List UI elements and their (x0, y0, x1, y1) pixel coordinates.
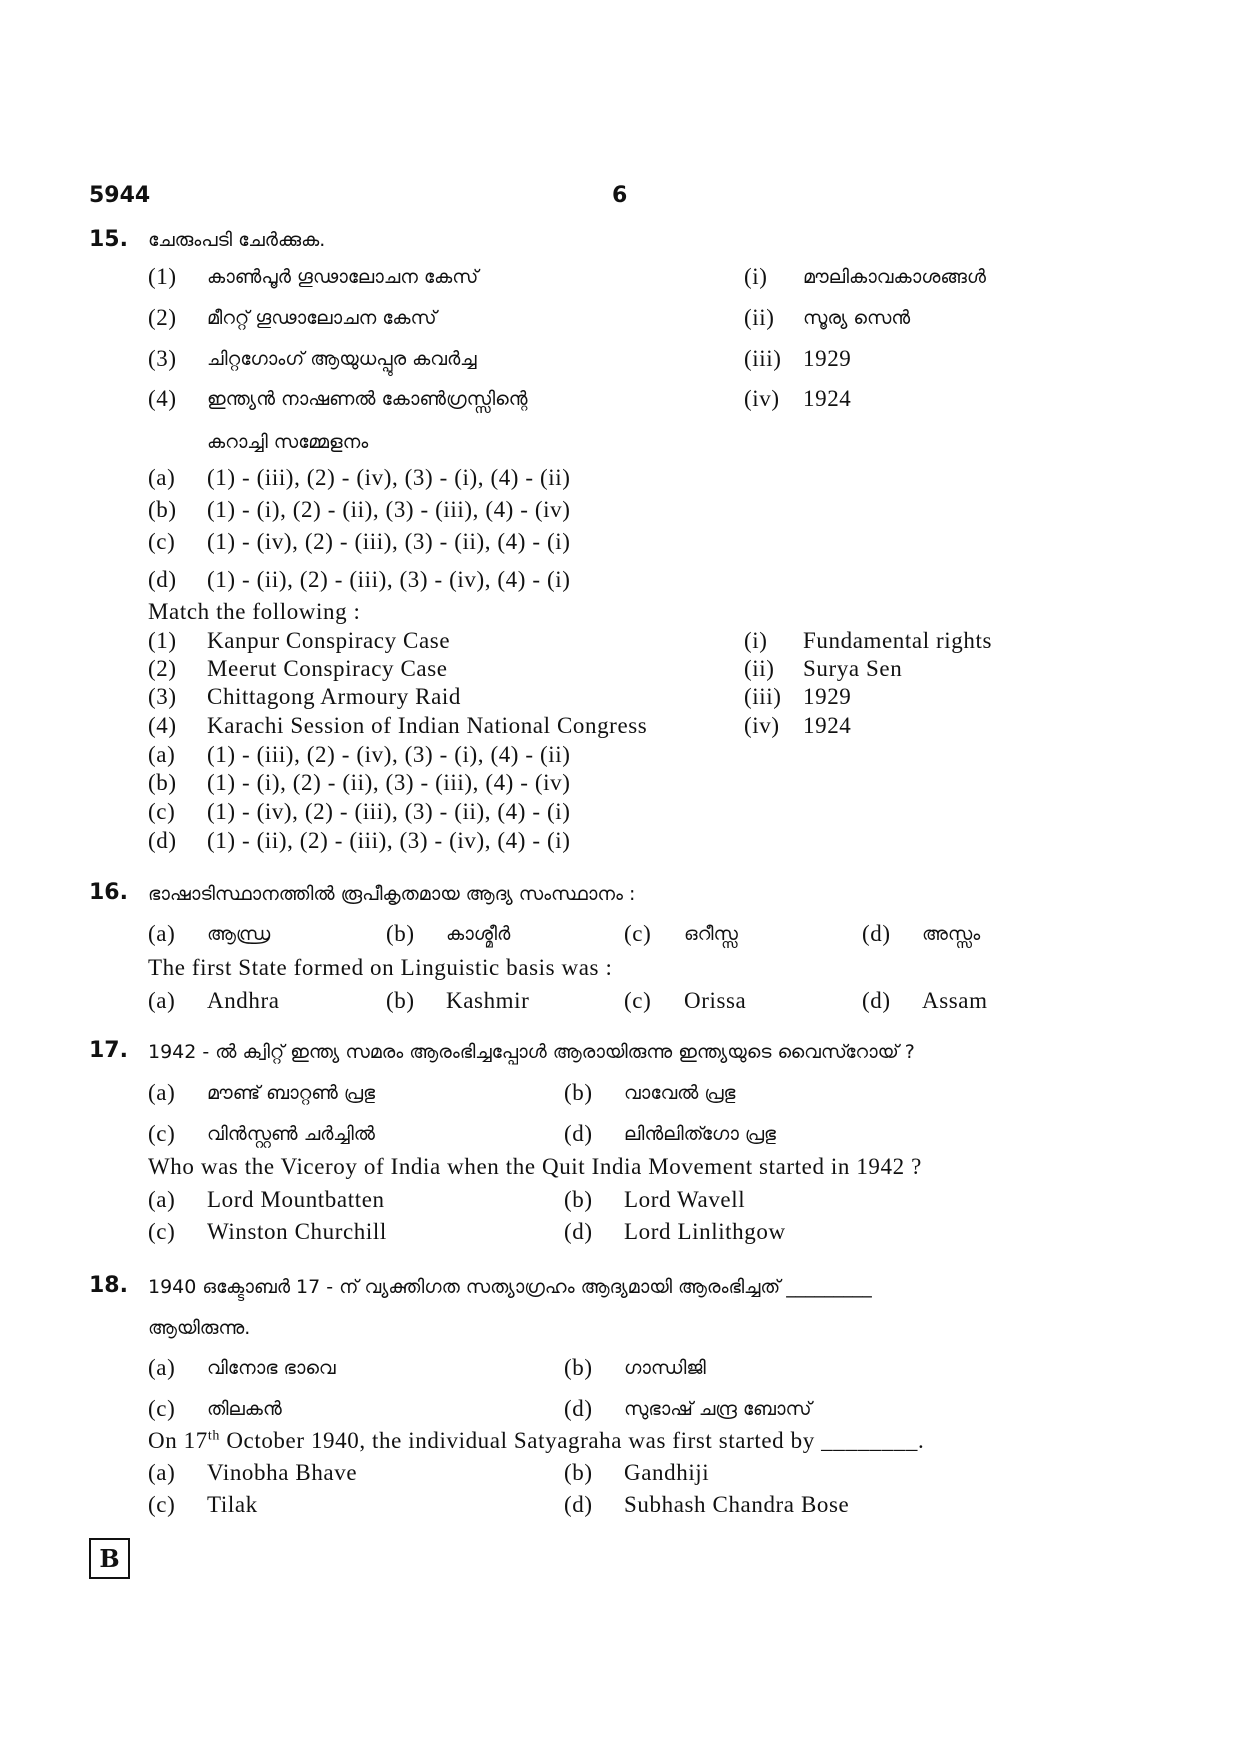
match-item-en: (2) Meerut Conspiracy Case (ii) Surya Sen (148, 656, 903, 681)
answer-option: (b) (1) - (i), (2) - (ii), (3) - (iii), (4) - (iv) (148, 770, 571, 795)
question-stem-en: Who was the Viceroy of India when the Quit India Movement started in 1942 ? (148, 1154, 922, 1179)
answer-option: (d) (1) - (ii), (2) - (iii), (3) - (iv), (4) - (i) (148, 828, 571, 853)
answer-option: (d) (1) - (ii), (2) - (iii), (3) - (iv), (4) - (i) (148, 567, 571, 592)
match-item-en: (1) Kanpur Conspiracy Case (i) Fundamental rights (148, 628, 993, 653)
question-stem-ml: 1942 - ൽ ക്വിറ്റ് ഇന്ത്യ സമരം ആരംഭിച്ചപ്പോൾ ആരായിരുന്നു ഇന്ത്യയുടെ വൈസ്റോയ് ? (148, 1041, 915, 1063)
question-paper-code: 5944 (89, 183, 151, 208)
question-stem-ml-continuation: ആയിരുന്നു. (148, 1317, 251, 1339)
question-stem-en: On 17th October 1940, the individual Satyagraha was first started by ________. (148, 1428, 925, 1453)
answer-options-ml: (c) തിലകൻ (d) സുഭാഷ് ചന്ദ്ര ബോസ് (148, 1396, 812, 1421)
question-number: 16. (89, 880, 128, 905)
answer-options-ml: (a) മൗണ്ട് ബാറ്റൺ പ്രഭു (b) വാവേൽ പ്രഭു (148, 1080, 736, 1105)
match-item-ml: (1) കാൺപൂർ ഗൂഢാലോചന കേസ് (i) മൗലികാവകാശങ്ങൾ (148, 264, 986, 289)
answer-options-ml: (c) വിൻസ്റ്റൺ ചർച്ചിൽ (d) ലിൻലിത്ഗോ പ്രഭു (148, 1121, 776, 1146)
question-stem-ml: ചേരുംപടി ചേർക്കുക. (148, 229, 326, 251)
booklet-code-box: B (89, 1538, 130, 1579)
question-number: 17. (89, 1038, 128, 1063)
answer-option: (c) (1) - (iv), (2) - (iii), (3) - (ii), (4) - (i) (148, 799, 571, 824)
question-stem-ml: ഭാഷാടിസ്ഥാനത്തിൽ രൂപീകൃതമായ ആദ്യ സംസ്ഥാനം : (148, 883, 636, 905)
match-item-continuation-ml: കറാച്ചി സമ്മേളനം (207, 431, 369, 453)
answer-option: (c) (1) - (iv), (2) - (iii), (3) - (ii), (4) - (i) (148, 529, 571, 554)
answer-options-ml: (a) വിനോഭ ഭാവെ (b) ഗാന്ധിജി (148, 1355, 706, 1380)
question-stem-en: Match the following : (148, 599, 361, 624)
answer-options-en: (a) Andhra (b) Kashmir (c) Orissa (d) Assam (148, 988, 988, 1013)
question-number: 15. (89, 227, 128, 252)
answer-options-en: (c) Tilak (d) Subhash Chandra Bose (148, 1492, 850, 1517)
page-number: 6 (612, 183, 628, 208)
answer-option: (a) (1) - (iii), (2) - (iv), (3) - (i), (4) - (ii) (148, 465, 571, 490)
question-number: 18. (89, 1273, 128, 1298)
answer-option: (a) (1) - (iii), (2) - (iv), (3) - (i), (4) - (ii) (148, 742, 571, 767)
answer-options-en: (c) Winston Churchill (d) Lord Linlithgow (148, 1219, 786, 1244)
answer-options-en: (a) Lord Mountbatten (b) Lord Wavell (148, 1187, 746, 1212)
match-item-en: (4) Karachi Session of Indian National Congress (iv) 1924 (148, 713, 852, 738)
question-stem-ml: 1940 ഒക്ടോബർ 17 - ന് വ്യക്തിഗത സത്യാഗ്രഹം ആദ്യമായി ആരംഭിച്ചത് _________ (148, 1276, 872, 1298)
answer-options-ml: (a) ആന്ധ്ര (b) കാശ്മീർ (c) ഒറീസ്സ (d) അസ്സം (148, 921, 981, 946)
answer-options-en: (a) Vinobha Bhave (b) Gandhiji (148, 1460, 710, 1485)
match-item-en: (3) Chittagong Armoury Raid (iii) 1929 (148, 684, 852, 709)
match-item-ml: (3) ചിറ്റഗോംഗ് ആയുധപ്പുര കവർച്ച (iii) 1929 (148, 346, 852, 371)
match-item-ml: (2) മീററ്റ് ഗൂഢാലോചന കേസ് (ii) സൂര്യ സെൻ (148, 305, 911, 330)
question-stem-en: The first State formed on Linguistic basis was : (148, 955, 613, 980)
match-item-ml: (4) ഇന്ത്യൻ നാഷണൽ കോൺഗ്രസ്സിന്റെ (iv) 1924 (148, 386, 852, 411)
answer-option: (b) (1) - (i), (2) - (ii), (3) - (iii), (4) - (iv) (148, 497, 571, 522)
